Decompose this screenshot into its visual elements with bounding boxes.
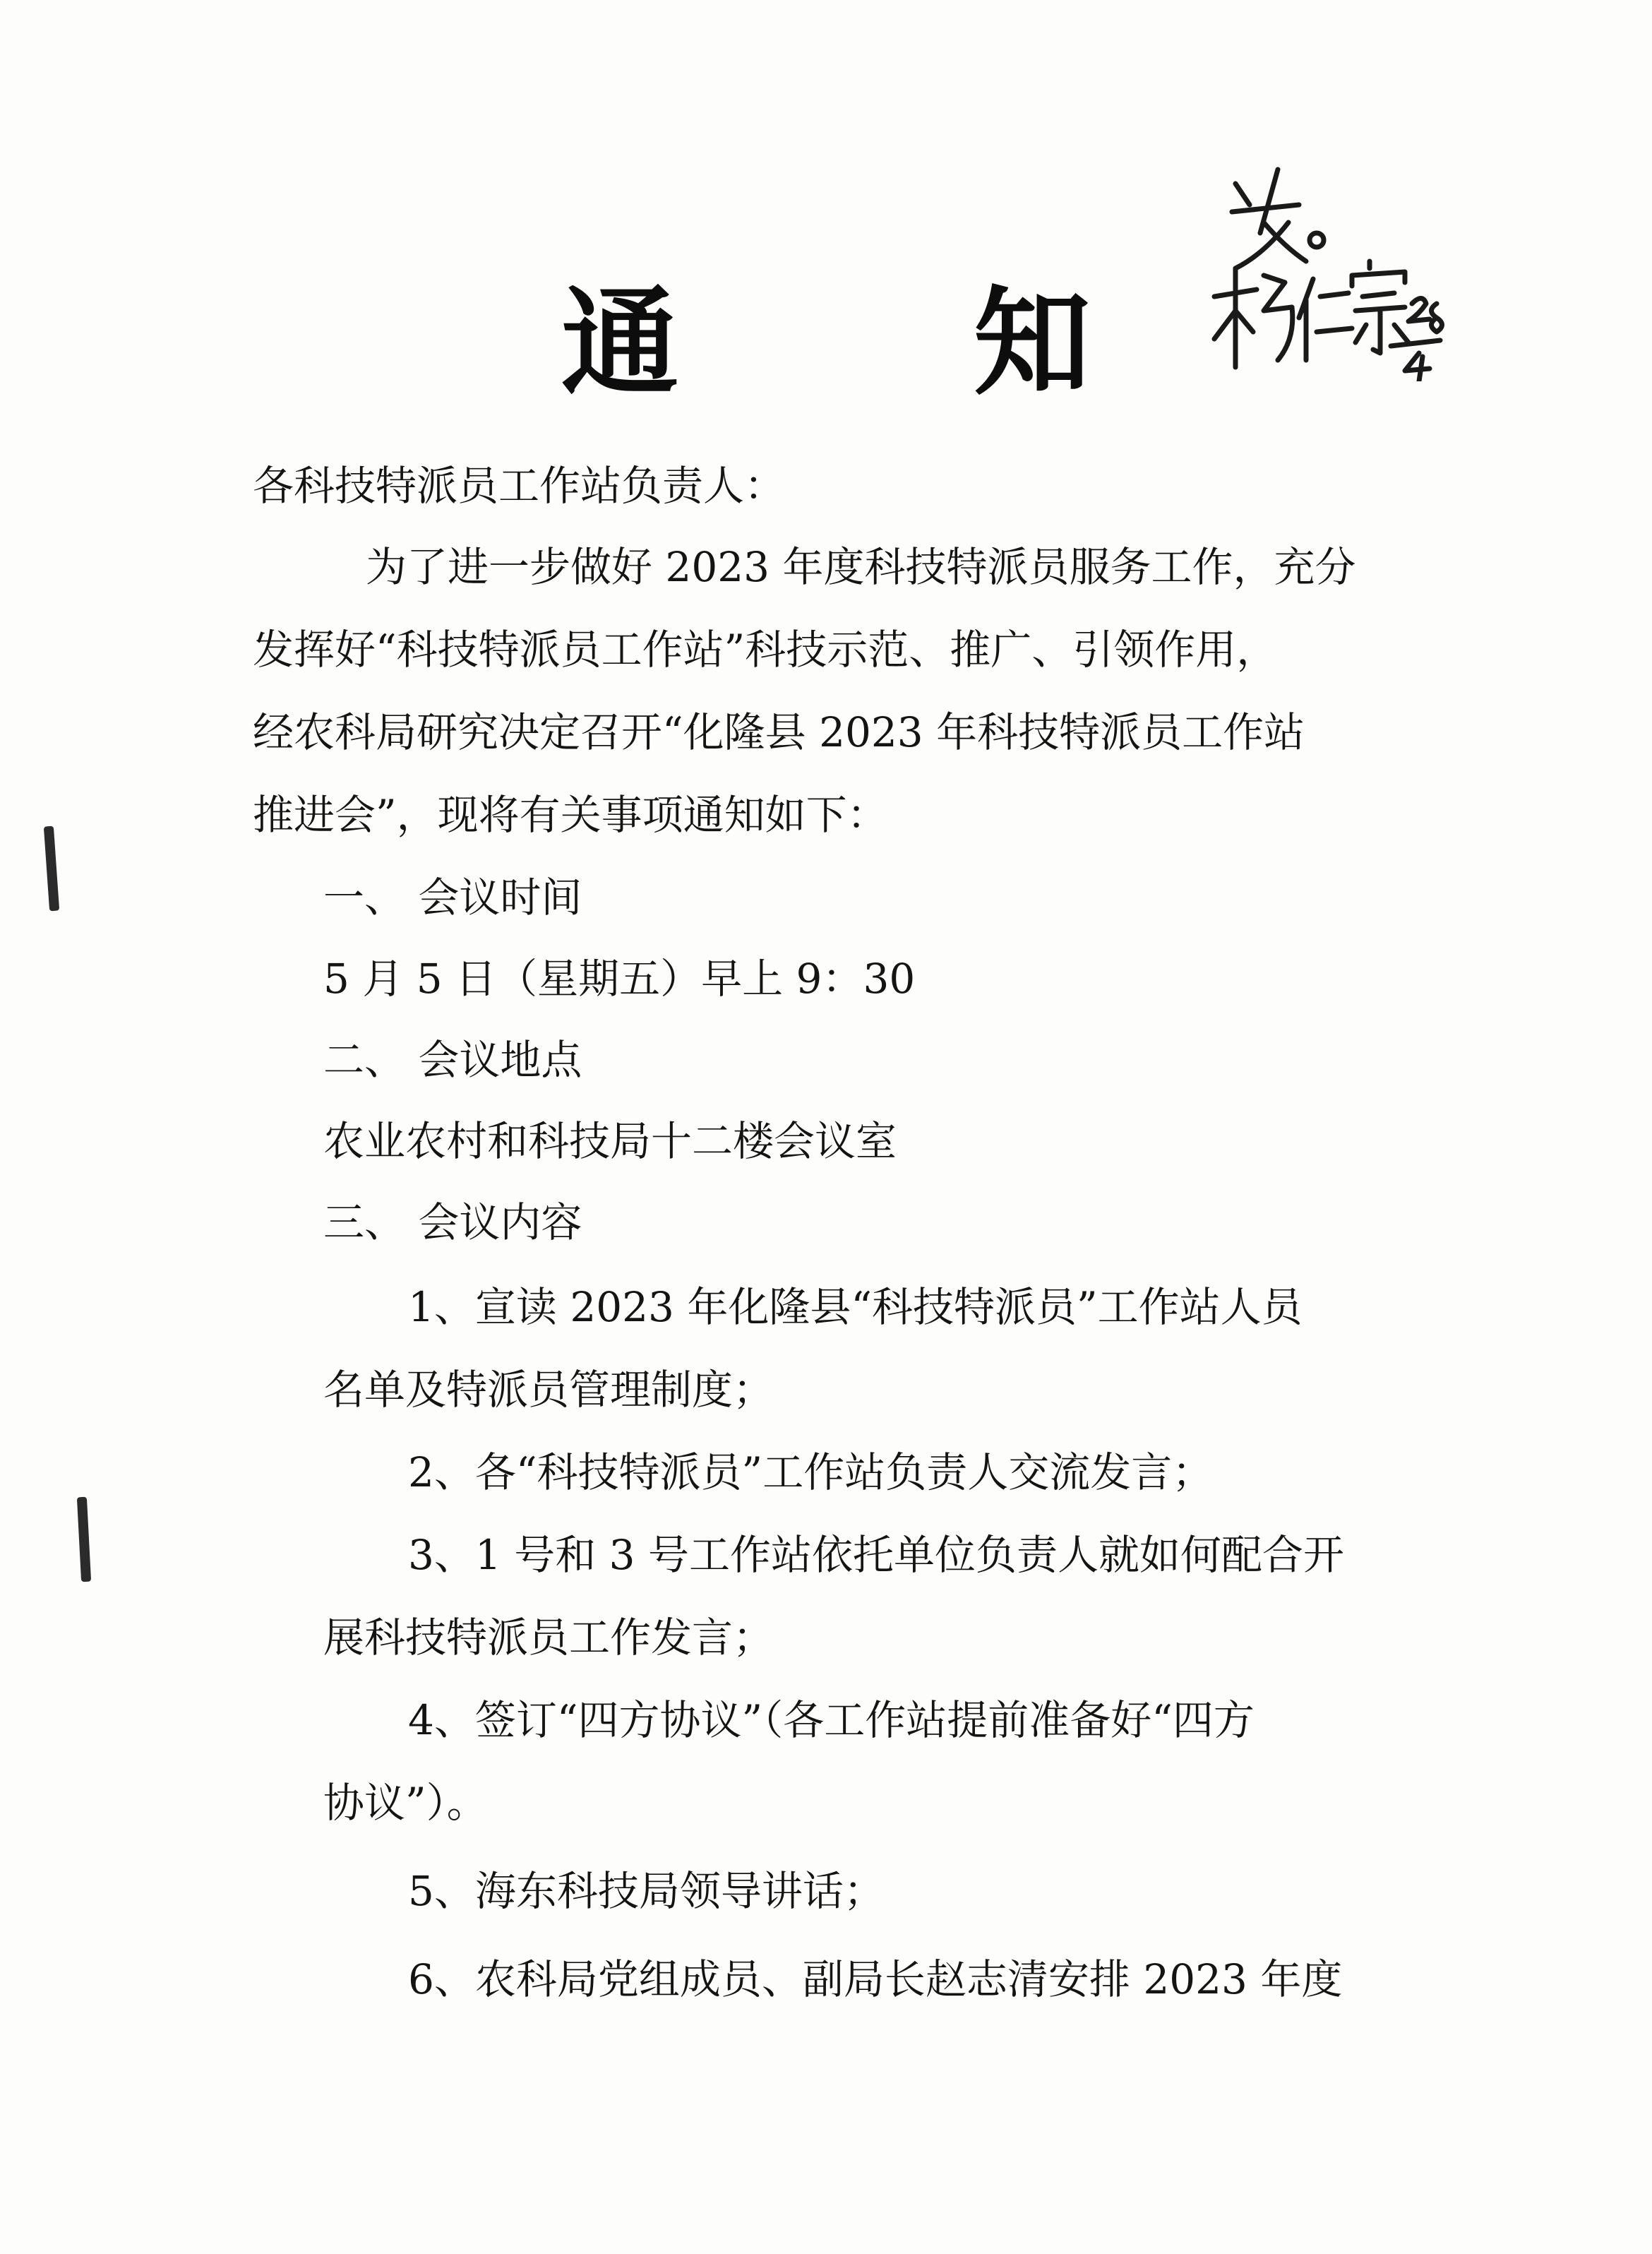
- section-value-time: 5 月 5 日（星期五）早上 9：30: [323, 955, 916, 1003]
- section-value-location: 农业农村和科技局十二楼会议室: [323, 1117, 897, 1165]
- salutation: 各科技特派员工作站负责人：: [253, 462, 786, 510]
- content-item-1: 1、宣读 2023 年化隆县“科技特派员”工作站人员: [408, 1283, 1303, 1331]
- content-item-3-cont: 展科技特派员工作发言；: [323, 1614, 774, 1662]
- content-item-3: 3、1 号和 3 号工作站依托单位负责人就如何配合开: [408, 1531, 1345, 1579]
- content-item-4-cont: 协议”）。: [323, 1779, 488, 1827]
- content-item-1-cont: 名单及特派员管理制度；: [323, 1366, 774, 1414]
- intro-line-4: 推进会”，现将有关事项通知如下：: [253, 791, 888, 839]
- content-item-2: 2、各“科技特派员”工作站负责人交流发言；: [408, 1448, 1214, 1496]
- intro-line-3: 经农科局研究决定召开“化隆县 2023 年科技特派员工作站: [253, 708, 1305, 756]
- intro-line-2: 发挥好“科技特派员工作站”科技示范、推广、引领作用，: [253, 626, 1278, 674]
- section-heading-location: 二、 会议地点: [323, 1036, 582, 1084]
- page-title: 通 知: [561, 274, 1218, 412]
- content-item-6: 6、农科局党组成员、副局长赵志清安排 2023 年度: [408, 1955, 1343, 2003]
- content-item-4: 4、签订“四方协议”（各工作站提前准备好“四方: [408, 1696, 1255, 1744]
- section-heading-content: 三、 会议内容: [323, 1198, 582, 1246]
- intro-line-1: 为了进一步做好 2023 年度科技特派员服务工作，充分: [366, 543, 1356, 591]
- section-heading-time: 一、 会议时间: [323, 873, 582, 922]
- content-item-5: 5、海东科技局领导讲话；: [408, 1867, 885, 1915]
